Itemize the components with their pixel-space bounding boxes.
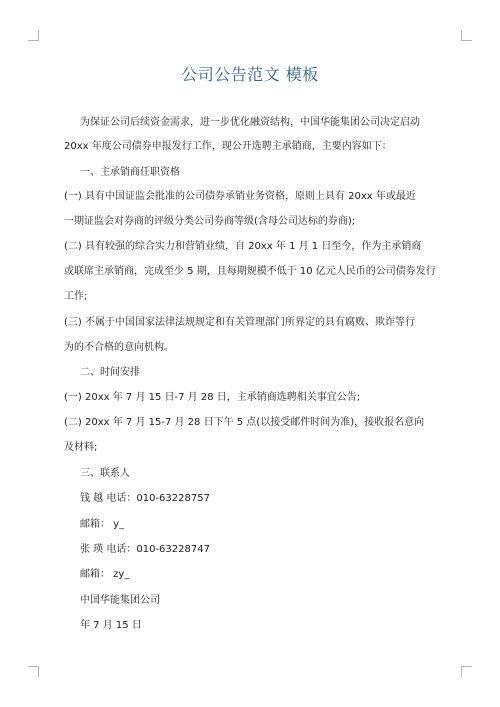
schedule-item-1: (一) 20xx 年 7 月 15 日-7 月 28 日，主承销商选聘相关事宜公告; [64, 392, 361, 403]
section-heading-qualifications: 一、主承销商任职资格 [80, 167, 180, 178]
contact-1-phone: 钱 越 电话：010-63228757 [80, 493, 210, 504]
crop-mark-bottom-left [28, 666, 39, 677]
schedule-item-2-line-2: 及材料; [64, 442, 98, 453]
qualification-2-line-3: 工作; [64, 291, 88, 302]
contact-1-email: 邮箱： y_ [80, 519, 125, 530]
intro-line-1: 为保证公司后续资金需求，进一步优化融资结构，中国华能集团公司决定启动 [80, 117, 420, 128]
qualification-2-line-1: (二) 具有较强的综合实力和营销业绩，自 20xx 年 1 月 1 日至今，作为主承销商 [64, 241, 422, 252]
signature-date: 年 7 月 15 日 [80, 620, 142, 631]
crop-mark-top-left [28, 30, 39, 41]
section-heading-schedule: 二、时间安排 [80, 367, 140, 378]
contact-2-email: 邮箱： zy_ [80, 569, 130, 580]
document-title: 公司公告范文 模板 [181, 65, 319, 84]
qualification-3-line-1: (三) 不属于中国国家法律法规规定和有关管理部门所界定的具有腐败、欺诈等行 [64, 317, 415, 328]
signature-company: 中国华能集团公司 [80, 595, 160, 606]
crop-mark-bottom-right [461, 666, 472, 677]
qualification-3-line-2: 为的不合格的意向机构。 [64, 342, 174, 353]
contact-2-phone: 张 瑛 电话：010-63228747 [80, 544, 210, 555]
schedule-item-2-line-1: (二) 20xx 年 7 月 15-7 月 28 日下午 5 点(以接受邮件时间为准)，接收报名意向 [64, 417, 425, 428]
qualification-2-line-2: 或联席主承销商，完成至少 5 期，且每期规模不低于 10 亿元人民币的公司债券发行 [64, 266, 436, 277]
section-heading-contacts: 三、联系人 [80, 468, 130, 479]
qualification-1-line-1: (一) 具有中国证监会批准的公司债券承销业务资格，原则上具有 20xx 年或最近 [64, 191, 416, 202]
intro-line-2: 20xx 年度公司债券申报发行工作，现公开选聘主承销商，主要内容如下： [64, 141, 392, 152]
crop-mark-top-right [461, 30, 472, 41]
qualification-1-line-2: 一期证监会对券商的评级分类公司券商等级(含母公司达标的券商); [64, 216, 356, 227]
